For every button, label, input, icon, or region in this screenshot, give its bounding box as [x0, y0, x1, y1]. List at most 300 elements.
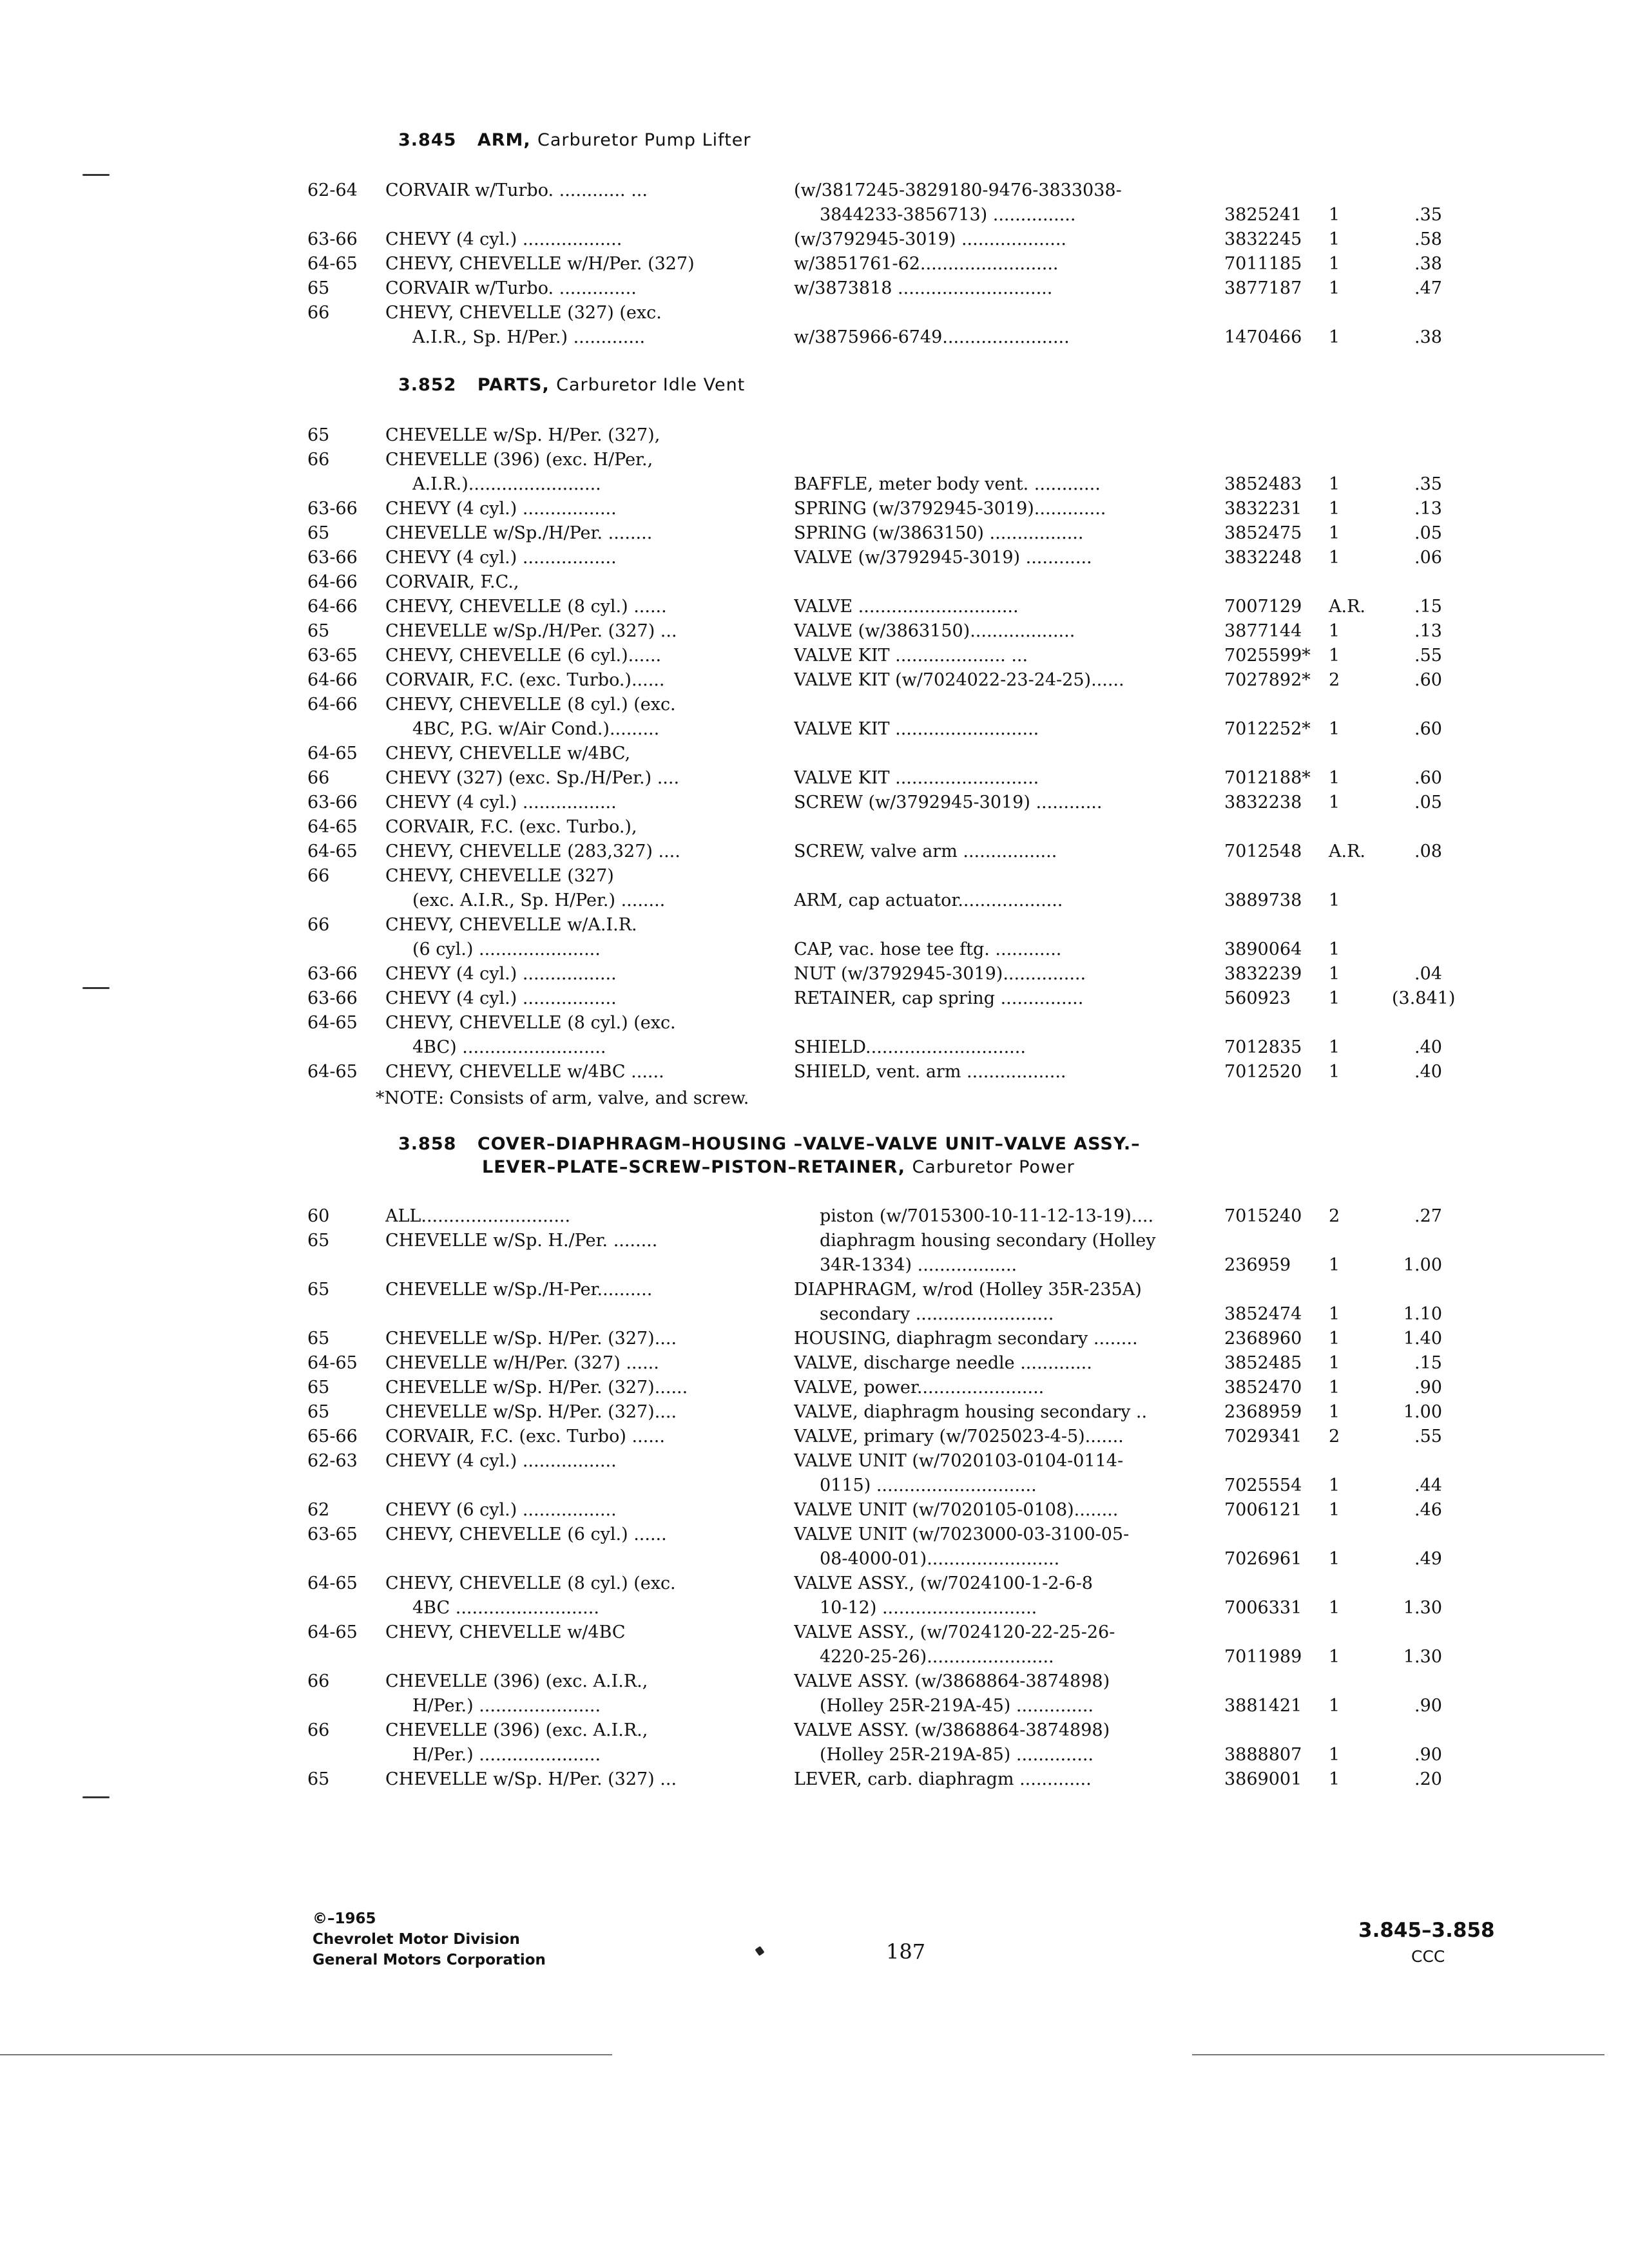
quantity-cell: 1	[1329, 988, 1340, 1008]
table-row	[0, 988, 1629, 1012]
application-cell: CHEVY, CHEVELLE w/4BC ......	[385, 1062, 664, 1082]
price-cell: (3.841)	[1392, 988, 1456, 1008]
quantity-cell: 1	[1329, 1475, 1340, 1495]
table-row	[0, 548, 1629, 571]
description-cell: SHIELD.............................	[794, 1037, 1026, 1057]
part-number-cell: 7011989	[1224, 1647, 1302, 1667]
part-number-cell: 7027892*	[1224, 670, 1311, 690]
application-cell: H/Per.) ......................	[412, 1696, 601, 1716]
application-cell: CORVAIR, F.C. (exc. Turbo.),	[385, 817, 637, 837]
application-cell: CHEVELLE w/Sp./H-Per..........	[385, 1280, 653, 1300]
year-cell: 66	[307, 450, 330, 470]
description-cell: piston (w/7015300-10-11-12-13-19)....	[820, 1206, 1154, 1226]
table-row	[0, 1402, 1629, 1425]
application-cell: CHEVELLE (396) (exc. H/Per.,	[385, 450, 653, 470]
price-cell: .40	[1414, 1062, 1442, 1082]
application-cell: CHEVELLE w/Sp. H./Per. ........	[385, 1231, 658, 1251]
application-cell: A.I.R.)........................	[412, 474, 601, 494]
table-row	[0, 719, 1629, 742]
section-number: 3.858	[398, 1134, 457, 1154]
description-cell: ARM, cap actuator...................	[794, 890, 1063, 910]
quantity-cell: 1	[1329, 548, 1340, 568]
quantity-cell: 1	[1329, 768, 1340, 788]
table-row	[0, 1622, 1629, 1646]
quantity-cell: 1	[1329, 1549, 1340, 1569]
table-row	[0, 1500, 1629, 1523]
year-cell: 62	[307, 1500, 330, 1520]
part-number-cell: 7006331	[1224, 1598, 1302, 1618]
quantity-cell: 1	[1329, 1329, 1340, 1349]
table-row	[0, 768, 1629, 791]
quantity-cell: A.R.	[1329, 597, 1365, 617]
year-cell: 62-63	[307, 1451, 358, 1471]
application-cell: 4BC ..........................	[412, 1598, 599, 1618]
quantity-cell: 1	[1329, 1255, 1340, 1275]
quantity-cell: 1	[1329, 1402, 1340, 1422]
part-number-cell: 3825241	[1224, 205, 1302, 225]
price-cell: 1.30	[1403, 1598, 1442, 1618]
part-number-cell: 3852483	[1224, 474, 1302, 494]
part-number-cell: 7026961	[1224, 1549, 1302, 1569]
part-number-cell: 2368960	[1224, 1329, 1302, 1349]
table-row	[0, 670, 1629, 693]
application-cell: CHEVELLE (396) (exc. A.I.R.,	[385, 1720, 648, 1740]
part-number-cell: 3877144	[1224, 621, 1302, 641]
table-row	[0, 866, 1629, 889]
price-cell: .44	[1414, 1475, 1442, 1495]
year-cell: 63-65	[307, 1524, 358, 1544]
quantity-cell: 1	[1329, 474, 1340, 494]
description-cell: (Holley 25R-219A-45) ..............	[820, 1696, 1094, 1716]
part-number-cell: 3852475	[1224, 523, 1302, 543]
quantity-cell: 1	[1329, 1062, 1340, 1082]
description-cell: VALVE (w/3863150)...................	[794, 621, 1075, 641]
price-cell: .15	[1414, 597, 1442, 617]
part-number-cell: 7012520	[1224, 1062, 1302, 1082]
section-subtitle: Carburetor Power	[912, 1157, 1075, 1177]
part-number-cell: 7007129	[1224, 597, 1302, 617]
year-cell: 65	[307, 1378, 330, 1398]
part-number-cell: 2368959	[1224, 1402, 1302, 1422]
price-cell: .35	[1414, 474, 1442, 494]
application-cell: CHEVELLE w/Sp. H/Per. (327),	[385, 425, 660, 445]
part-number-cell: 560923	[1224, 988, 1291, 1008]
description-cell: (Holley 25R-219A-85) ..............	[820, 1745, 1094, 1765]
description-cell: SHIELD, vent. arm ..................	[794, 1062, 1066, 1082]
year-cell: 64-65	[307, 817, 358, 837]
application-cell: CHEVY (4 cyl.) .................	[385, 548, 617, 568]
section-title-3852	[398, 375, 745, 395]
part-number-cell: 7029341	[1224, 1427, 1302, 1446]
table-row	[0, 254, 1629, 277]
quantity-cell: 2	[1329, 1206, 1340, 1226]
application-cell: CORVAIR, F.C. (exc. Turbo.)......	[385, 670, 665, 690]
price-cell: .08	[1414, 841, 1442, 861]
year-cell: 63-66	[307, 499, 358, 519]
application-cell: CHEVY (4 cyl.) ..................	[385, 229, 622, 249]
part-number-cell: 3890064	[1224, 939, 1302, 959]
application-cell: CHEVY, CHEVELLE w/H/Per. (327)	[385, 254, 695, 274]
price-cell: .90	[1414, 1696, 1442, 1716]
application-cell: CHEVY (4 cyl.) .................	[385, 988, 617, 1008]
year-cell: 65	[307, 523, 330, 543]
year-cell: 66	[307, 915, 330, 935]
table-row	[0, 744, 1629, 767]
table-row	[0, 621, 1629, 644]
application-cell: CHEVELLE w/Sp./H/Per. ........	[385, 523, 653, 543]
page-code: CCC	[1411, 1947, 1445, 1966]
section-title-3845	[398, 130, 751, 150]
section-number: 3.852	[398, 375, 457, 395]
year-cell: 64-66	[307, 572, 358, 592]
price-cell: .40	[1414, 1037, 1442, 1057]
year-cell: 66	[307, 1671, 330, 1691]
year-cell: 65	[307, 1769, 330, 1789]
application-cell: CHEVY (327) (exc. Sp./H/Per.) ....	[385, 768, 680, 788]
table-row	[0, 1745, 1629, 1768]
price-cell: .60	[1414, 670, 1442, 690]
application-cell: CHEVELLE w/H/Per. (327) ......	[385, 1353, 659, 1373]
part-number-cell: 3832238	[1224, 793, 1302, 812]
application-cell: CHEVY, CHEVELLE w/4BC	[385, 1622, 626, 1642]
table-row	[0, 1037, 1629, 1061]
application-cell: CHEVY, CHEVELLE (8 cyl.) (exc.	[385, 695, 676, 715]
binder-hole-mark	[82, 1796, 110, 1798]
description-cell: DIAPHRAGM, w/rod (Holley 35R-235A)	[794, 1280, 1142, 1300]
description-cell: SPRING (w/3863150) .................	[794, 523, 1084, 543]
year-cell: 65	[307, 278, 330, 298]
price-cell: 1.40	[1403, 1329, 1442, 1349]
price-cell: .20	[1414, 1769, 1442, 1789]
quantity-cell: 1	[1329, 1304, 1340, 1324]
application-cell: CHEVY, CHEVELLE (283,327) ....	[385, 841, 680, 861]
price-cell: .60	[1414, 768, 1442, 788]
part-number-cell: 3869001	[1224, 1769, 1302, 1789]
description-cell: secondary .........................	[820, 1304, 1054, 1324]
part-number-cell: 236959	[1224, 1255, 1291, 1275]
year-cell: 63-66	[307, 548, 358, 568]
year-cell: 64-65	[307, 1062, 358, 1082]
scan-dot-mark	[755, 1946, 764, 1956]
application-cell: A.I.R., Sp. H/Per.) .............	[412, 327, 646, 347]
year-cell: 65	[307, 1402, 330, 1422]
section-name-line2: LEVER–PLATE–SCREW–PISTON–RETAINER,	[482, 1157, 906, 1177]
part-number-cell: 7011185	[1224, 254, 1302, 274]
description-cell: VALVE, discharge needle .............	[794, 1353, 1092, 1373]
description-cell: VALVE ASSY. (w/3868864-3874898)	[794, 1720, 1110, 1740]
table-row	[0, 890, 1629, 914]
year-cell: 65	[307, 1280, 330, 1300]
binder-hole-mark	[82, 987, 110, 989]
application-cell: CHEVELLE w/Sp./H/Per. (327) ...	[385, 621, 677, 641]
part-number-cell: 7006121	[1224, 1500, 1302, 1520]
price-cell: .05	[1414, 793, 1442, 812]
application-cell: CHEVELLE w/Sp. H/Per. (327)....	[385, 1329, 677, 1349]
part-number-cell: 3832239	[1224, 964, 1302, 984]
year-cell: 64-65	[307, 841, 358, 861]
application-cell: CHEVY (4 cyl.) .................	[385, 964, 617, 984]
year-cell: 63-66	[307, 229, 358, 249]
part-number-cell: 7025599*	[1224, 646, 1311, 666]
table-row	[0, 841, 1629, 865]
part-number-cell: 7012835	[1224, 1037, 1302, 1057]
price-cell: 1.30	[1403, 1647, 1442, 1667]
section-name: PARTS,	[477, 375, 550, 395]
quantity-cell: 1	[1329, 229, 1340, 249]
application-cell: CHEVY, CHEVELLE (6 cyl.) ......	[385, 1524, 667, 1544]
table-row	[0, 450, 1629, 473]
quantity-cell: 1	[1329, 646, 1340, 666]
quantity-cell: 1	[1329, 1696, 1340, 1716]
application-cell: CHEVY, CHEVELLE (8 cyl.) (exc.	[385, 1573, 676, 1593]
table-row	[0, 939, 1629, 963]
price-cell: .05	[1414, 523, 1442, 543]
footer-publisher	[313, 1908, 546, 1970]
table-row	[0, 1255, 1629, 1278]
table-row	[0, 1696, 1629, 1719]
year-cell: 65-66	[307, 1427, 358, 1446]
price-cell: .13	[1414, 621, 1442, 641]
application-cell: CHEVELLE w/Sp. H/Per. (327) ...	[385, 1769, 677, 1789]
year-cell: 66	[307, 768, 330, 788]
part-number-cell: 3888807	[1224, 1745, 1302, 1765]
price-cell: .60	[1414, 719, 1442, 739]
quantity-cell: 1	[1329, 793, 1340, 812]
quantity-cell: 1	[1329, 1647, 1340, 1667]
description-cell: NUT (w/3792945-3019)...............	[794, 964, 1086, 984]
quantity-cell: 1	[1329, 523, 1340, 543]
price-cell: 1.00	[1403, 1402, 1442, 1422]
description-cell: VALVE ASSY., (w/7024120-22-25-26-	[794, 1622, 1115, 1642]
application-cell: 4BC) ..........................	[412, 1037, 606, 1057]
table-row	[0, 1720, 1629, 1744]
quantity-cell: 1	[1329, 278, 1340, 298]
application-cell: CHEVY, CHEVELLE (327)	[385, 866, 614, 886]
table-row	[0, 817, 1629, 840]
table-row	[0, 303, 1629, 326]
application-cell: CHEVY, CHEVELLE (6 cyl.)......	[385, 646, 662, 666]
price-cell: .58	[1414, 229, 1442, 249]
part-number-cell: 3832231	[1224, 499, 1302, 519]
description-cell: VALVE, primary (w/7025023-4-5).......	[794, 1427, 1124, 1446]
description-cell: 3844233-3856713) ...............	[820, 205, 1076, 225]
page-number: 187	[886, 1939, 926, 1964]
table-row	[0, 1647, 1629, 1670]
price-cell: .35	[1414, 205, 1442, 225]
description-cell: VALVE UNIT (w/7020103-0104-0114-	[794, 1451, 1124, 1471]
year-cell: 64-66	[307, 670, 358, 690]
section-subtitle: Carburetor Pump Lifter	[537, 130, 751, 150]
description-cell: VALVE, diaphragm housing secondary ..	[794, 1402, 1148, 1422]
quantity-cell: 1	[1329, 205, 1340, 225]
application-cell: ALL...........................	[385, 1206, 571, 1226]
year-cell: 64-65	[307, 744, 358, 764]
price-cell: .38	[1414, 327, 1442, 347]
description-cell: VALVE UNIT (w/7023000-03-3100-05-	[794, 1524, 1130, 1544]
part-number-cell: 3852485	[1224, 1353, 1302, 1373]
description-cell: HOUSING, diaphragm secondary ........	[794, 1329, 1138, 1349]
part-number-cell: 7012548	[1224, 841, 1302, 861]
price-cell: .38	[1414, 254, 1442, 274]
table-row	[0, 1304, 1629, 1327]
table-row	[0, 1378, 1629, 1401]
price-cell: .90	[1414, 1378, 1442, 1398]
application-cell: CHEVY (6 cyl.) .................	[385, 1500, 617, 1520]
quantity-cell: 1	[1329, 1037, 1340, 1057]
table-row	[0, 1671, 1629, 1695]
table-row	[0, 1206, 1629, 1229]
year-cell: 64-65	[307, 1573, 358, 1593]
section-subtitle: Carburetor Idle Vent	[556, 375, 746, 395]
year-cell: 66	[307, 866, 330, 886]
application-cell: (6 cyl.) ......................	[412, 939, 601, 959]
description-cell: 08-4000-01)........................	[820, 1549, 1060, 1569]
table-row	[0, 1524, 1629, 1548]
part-number-cell: 3877187	[1224, 278, 1302, 298]
description-cell: RETAINER, cap spring ...............	[794, 988, 1084, 1008]
price-cell: .55	[1414, 646, 1442, 666]
table-row	[0, 1598, 1629, 1621]
table-row	[0, 1231, 1629, 1254]
year-cell: 63-66	[307, 988, 358, 1008]
bottom-rule-right	[1192, 2054, 1605, 2055]
quantity-cell: 1	[1329, 1745, 1340, 1765]
footer-copyright: ©–1965	[313, 1910, 376, 1927]
table-row	[0, 523, 1629, 546]
table-row	[0, 793, 1629, 816]
description-cell: SCREW (w/3792945-3019) ............	[794, 793, 1103, 812]
section-note: *NOTE: Consists of arm, valve, and screw.	[376, 1088, 749, 1108]
part-number-cell: 7025554	[1224, 1475, 1302, 1495]
quantity-cell: 1	[1329, 939, 1340, 959]
section-range: 3.845–3.858	[1358, 1919, 1495, 1942]
table-row	[0, 474, 1629, 497]
table-row	[0, 425, 1629, 448]
description-cell: 0115) .............................	[820, 1475, 1037, 1495]
part-number-cell: 3889738	[1224, 890, 1302, 910]
table-row	[0, 964, 1629, 987]
table-row	[0, 180, 1629, 204]
year-cell: 64-66	[307, 695, 358, 715]
part-number-cell: 3832245	[1224, 229, 1302, 249]
table-row	[0, 646, 1629, 669]
table-row	[0, 1549, 1629, 1572]
description-cell: VALVE, power.......................	[794, 1378, 1045, 1398]
footer-division: Chevrolet Motor Division	[313, 1931, 520, 1948]
description-cell: diaphragm housing secondary (Holley	[820, 1231, 1156, 1251]
part-number-cell: 3832248	[1224, 548, 1302, 568]
table-row	[0, 1451, 1629, 1474]
section-name: ARM,	[477, 130, 531, 150]
table-row	[0, 1427, 1629, 1450]
table-row	[0, 499, 1629, 522]
table-row	[0, 572, 1629, 595]
price-cell: .06	[1414, 548, 1442, 568]
price-cell: .90	[1414, 1745, 1442, 1765]
description-cell: 34R-1334) ..................	[820, 1255, 1017, 1275]
application-cell: CHEVY, CHEVELLE (327) (exc.	[385, 303, 662, 323]
price-cell: .13	[1414, 499, 1442, 519]
application-cell: 4BC, P.G. w/Air Cond.).........	[412, 719, 660, 739]
table-row	[0, 1329, 1629, 1352]
description-cell: VALVE ASSY., (w/7024100-1-2-6-8	[794, 1573, 1093, 1593]
description-cell: VALVE (w/3792945-3019) ............	[794, 548, 1092, 568]
quantity-cell: 1	[1329, 1353, 1340, 1373]
section-number: 3.845	[398, 130, 457, 150]
quantity-cell: 1	[1329, 499, 1340, 519]
application-cell: CHEVY, CHEVELLE (8 cyl.) (exc.	[385, 1013, 676, 1033]
price-cell: .49	[1414, 1549, 1442, 1569]
table-row	[0, 1062, 1629, 1085]
description-cell: VALVE KIT ..........................	[794, 768, 1039, 788]
part-number-cell: 7012188*	[1224, 768, 1311, 788]
application-cell: (exc. A.I.R., Sp. H/Per.) ........	[412, 890, 666, 910]
quantity-cell: 1	[1329, 1378, 1340, 1398]
section-title-3858-line2	[482, 1157, 1075, 1177]
application-cell: CHEVY (4 cyl.) .................	[385, 793, 617, 812]
description-cell: w/3851761-62.........................	[794, 254, 1059, 274]
description-cell: CAP, vac. hose tee ftg. ............	[794, 939, 1062, 959]
table-row	[0, 205, 1629, 228]
quantity-cell: 1	[1329, 890, 1340, 910]
table-row	[0, 695, 1629, 718]
year-cell: 65	[307, 621, 330, 641]
description-cell: SCREW, valve arm .................	[794, 841, 1057, 861]
table-row	[0, 915, 1629, 938]
quantity-cell: 2	[1329, 1427, 1340, 1446]
table-row	[0, 1573, 1629, 1597]
application-cell: CHEVY, CHEVELLE w/4BC,	[385, 744, 631, 764]
description-cell: VALVE UNIT (w/7020105-0108)........	[794, 1500, 1119, 1520]
description-cell: VALVE KIT ..........................	[794, 719, 1039, 739]
price-cell: .04	[1414, 964, 1442, 984]
table-row	[0, 597, 1629, 620]
description-cell: (w/3792945-3019) ...................	[794, 229, 1067, 249]
description-cell: w/3875966-6749.......................	[794, 327, 1070, 347]
year-cell: 62-64	[307, 180, 358, 200]
description-cell: w/3873818 ............................	[794, 278, 1053, 298]
price-cell: .15	[1414, 1353, 1442, 1373]
quantity-cell: 1	[1329, 621, 1340, 641]
description-cell: 4220-25-26).......................	[820, 1647, 1054, 1667]
year-cell: 66	[307, 303, 330, 323]
bottom-rule-left	[0, 2054, 612, 2055]
price-cell: .55	[1414, 1427, 1442, 1446]
application-cell: CHEVELLE (396) (exc. A.I.R.,	[385, 1671, 648, 1691]
year-cell: 60	[307, 1206, 330, 1226]
description-cell: VALVE .............................	[794, 597, 1019, 617]
price-cell: 1.00	[1403, 1255, 1442, 1275]
quantity-cell: 1	[1329, 1769, 1340, 1789]
application-cell: CHEVY, CHEVELLE w/A.I.R.	[385, 915, 637, 935]
application-cell: CHEVY (4 cyl.) .................	[385, 499, 617, 519]
table-row	[0, 327, 1629, 351]
price-cell: .27	[1414, 1206, 1442, 1226]
section-name: COVER–DIAPHRAGM–HOUSING –VALVE–VALVE UNIT–VALVE ASSY.–	[477, 1134, 1141, 1154]
quantity-cell: 1	[1329, 964, 1340, 984]
application-cell: CORVAIR w/Turbo. ............ ...	[385, 180, 648, 200]
description-cell: (w/3817245-3829180-9476-3833038-	[794, 180, 1122, 200]
quantity-cell: 1	[1329, 254, 1340, 274]
price-cell: 1.10	[1403, 1304, 1442, 1324]
application-cell: CHEVY (4 cyl.) .................	[385, 1451, 617, 1471]
table-row	[0, 278, 1629, 302]
part-number-cell: 1470466	[1224, 327, 1302, 347]
year-cell: 65	[307, 425, 330, 445]
year-cell: 64-65	[307, 1622, 358, 1642]
price-cell: .47	[1414, 278, 1442, 298]
year-cell: 63-65	[307, 646, 358, 666]
